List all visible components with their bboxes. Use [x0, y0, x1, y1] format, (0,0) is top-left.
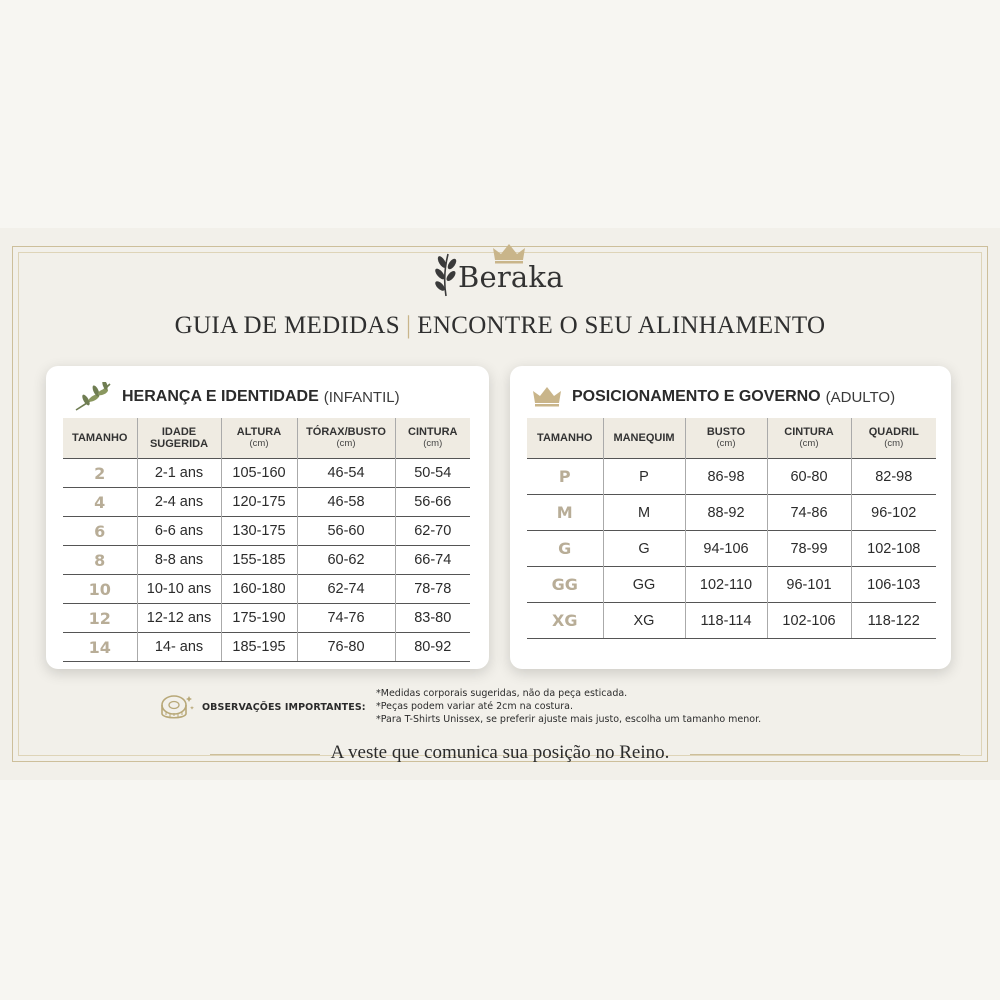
note-item: *Medidas corporais sugeridas, não da peça esticada. — [376, 688, 628, 699]
size-cell: 12 — [63, 604, 137, 633]
title-separator: | — [405, 312, 412, 339]
crown-icon — [532, 386, 562, 408]
observations — [160, 686, 860, 732]
note-item: *Para T-Shirts Unissex, se preferir ajuste mais justo, escolha um tamanho menor. — [376, 714, 762, 725]
page-title — [0, 312, 1000, 340]
table-cell: 105-160 — [221, 459, 297, 488]
table-cell: 118-114 — [685, 603, 767, 639]
table-cell: 185-195 — [221, 633, 297, 662]
title-left: GUIA DE MEDIDAS — [174, 312, 400, 339]
table-cell: 62-70 — [395, 517, 470, 546]
table-cell: 66-74 — [395, 546, 470, 575]
note-item: *Peças podem variar até 2cm na costura. — [376, 701, 574, 712]
table-cell: 2-4 ans — [137, 488, 221, 517]
table-row — [63, 575, 470, 604]
column-header: CINTURA (cm) — [395, 418, 470, 459]
infantil-heading-title: HERANÇA E IDENTIDADE — [122, 388, 319, 405]
column-header: ALTURA (cm) — [221, 418, 297, 459]
observations-notes — [376, 687, 761, 726]
table-cell: P — [603, 459, 685, 495]
size-cell: G — [527, 531, 603, 567]
table-cell: 2-1 ans — [137, 459, 221, 488]
size-cell: 8 — [63, 546, 137, 575]
table-cell: 78-99 — [767, 531, 851, 567]
measuring-tape-icon — [160, 692, 196, 726]
size-cell: 6 — [63, 517, 137, 546]
brand-logo — [430, 240, 580, 300]
table-row — [63, 488, 470, 517]
table-row — [527, 603, 936, 639]
adulto-heading — [532, 382, 895, 412]
tagline: A veste que comunica sua posição no Reino. — [330, 742, 670, 763]
table-cell: 60-62 — [297, 546, 395, 575]
table-cell: 94-106 — [685, 531, 767, 567]
table-cell: 102-106 — [767, 603, 851, 639]
column-header: TAMANHO — [63, 418, 137, 459]
table-cell: 10-10 ans — [137, 575, 221, 604]
table-cell: 86-98 — [685, 459, 767, 495]
olive-branch-icon — [74, 382, 112, 412]
table-cell: 160-180 — [221, 575, 297, 604]
table-cell: 6-6 ans — [137, 517, 221, 546]
infantil-heading-subtitle: (INFANTIL) — [323, 388, 400, 406]
table-cell: 12-12 ans — [137, 604, 221, 633]
column-header: MANEQUIM — [603, 418, 685, 459]
table-row — [527, 567, 936, 603]
table-cell: 118-122 — [851, 603, 936, 639]
table-cell: 83-80 — [395, 604, 470, 633]
table-cell: 8-8 ans — [137, 546, 221, 575]
table-cell: 78-78 — [395, 575, 470, 604]
adulto-size-table — [527, 418, 936, 639]
table-cell: 82-98 — [851, 459, 936, 495]
size-cell: 4 — [63, 488, 137, 517]
table-cell: 96-102 — [851, 495, 936, 531]
column-header: QUADRIL (cm) — [851, 418, 936, 459]
table-cell: 50-54 — [395, 459, 470, 488]
table-row — [527, 531, 936, 567]
size-cell: 14 — [63, 633, 137, 662]
table-cell: M — [603, 495, 685, 531]
size-cell: 2 — [63, 459, 137, 488]
table-cell: 106-103 — [851, 567, 936, 603]
brand-name: Beraka — [458, 260, 564, 294]
table-cell: 56-66 — [395, 488, 470, 517]
table-cell: 74-76 — [297, 604, 395, 633]
size-cell: M — [527, 495, 603, 531]
table-cell: 155-185 — [221, 546, 297, 575]
size-cell: P — [527, 459, 603, 495]
table-row — [63, 633, 470, 662]
table-cell: 46-58 — [297, 488, 395, 517]
table-cell: 60-80 — [767, 459, 851, 495]
table-cell: G — [603, 531, 685, 567]
table-cell: 80-92 — [395, 633, 470, 662]
table-cell: 120-175 — [221, 488, 297, 517]
column-header: BUSTO (cm) — [685, 418, 767, 459]
tagline-rule-left — [210, 754, 320, 755]
table-cell: GG — [603, 567, 685, 603]
table-row — [527, 459, 936, 495]
size-cell: XG — [527, 603, 603, 639]
table-cell: 74-86 — [767, 495, 851, 531]
table-row — [63, 604, 470, 633]
title-right: ENCONTRE O SEU ALINHAMENTO — [417, 312, 826, 339]
table-cell: 62-74 — [297, 575, 395, 604]
table-cell: 102-108 — [851, 531, 936, 567]
table-row — [63, 459, 470, 488]
table-cell: 14- ans — [137, 633, 221, 662]
infantil-size-table — [63, 418, 470, 662]
column-header: IDADE SUGERIDA — [137, 418, 221, 459]
table-row — [63, 546, 470, 575]
size-cell: 10 — [63, 575, 137, 604]
column-header: TAMANHO — [527, 418, 603, 459]
table-cell: 130-175 — [221, 517, 297, 546]
infantil-heading — [74, 382, 400, 412]
table-cell: 46-54 — [297, 459, 395, 488]
observations-label: OBSERVAÇÕES IMPORTANTES: — [202, 702, 366, 713]
table-cell: 76-80 — [297, 633, 395, 662]
column-header: CINTURA (cm) — [767, 418, 851, 459]
table-row — [63, 517, 470, 546]
table-cell: 102-110 — [685, 567, 767, 603]
adulto-heading-title: POSICIONAMENTO E GOVERNO — [572, 388, 821, 405]
table-row — [527, 495, 936, 531]
table-cell: 175-190 — [221, 604, 297, 633]
table-cell: 96-101 — [767, 567, 851, 603]
tagline-rule-right — [690, 754, 960, 755]
size-cell: GG — [527, 567, 603, 603]
column-header: TÓRAX/BUSTO (cm) — [297, 418, 395, 459]
laurel-leaf-icon — [432, 250, 458, 302]
table-cell: 88-92 — [685, 495, 767, 531]
table-cell: 56-60 — [297, 517, 395, 546]
adulto-heading-subtitle: (ADULTO) — [825, 388, 896, 406]
table-cell: XG — [603, 603, 685, 639]
